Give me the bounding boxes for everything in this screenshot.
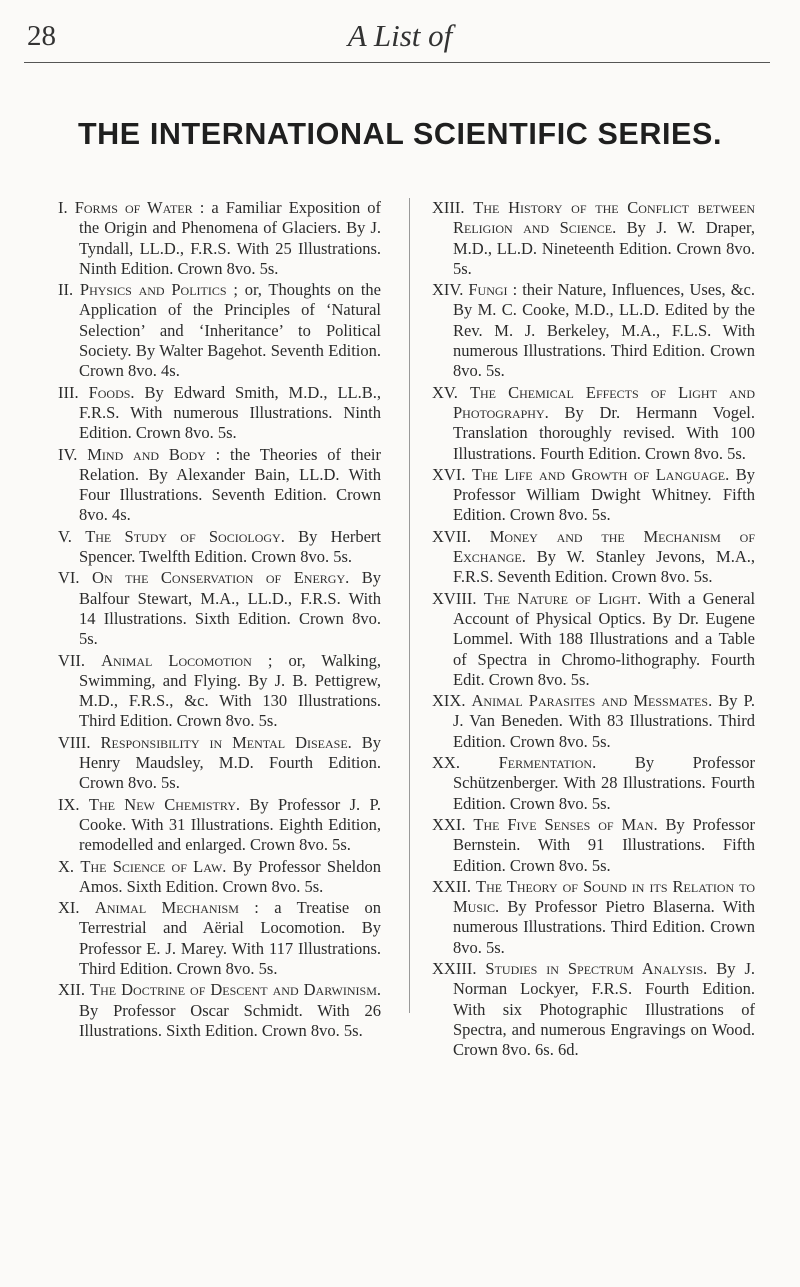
running-title: A List of — [347, 18, 453, 53]
entry-title: The Nature of Light. — [483, 588, 642, 608]
entry-text: By Professor Pietro Blaserna. With numerous Illustrations. Third Edition. Crown 8vo. 5s. — [453, 897, 755, 957]
series-entry — [432, 589, 755, 690]
entry-number: I. — [58, 198, 68, 217]
entry-number: XX. — [432, 753, 460, 773]
entry-text: By J. Norman Lockyer, F.R.S. Fourth Edition. With six Photographic Illustrations of Spectra, and numerous Engravings on Wood. Crown 8vo. 6s. 6d. — [453, 958, 755, 1060]
entry-text: ; or, Walking, Swimming, and Flying. By J. B. Pettigrew, M.D., F.R.S., &c. With 130 Illustrations. Third Edition. Crown 8vo. 5s. — [79, 650, 382, 731]
entry-title: Fungi — [468, 280, 508, 300]
series-entry — [432, 753, 755, 814]
entry-number: XVI. — [432, 464, 466, 484]
entry-number: VI. — [58, 568, 80, 588]
entry-title: Responsibility in Mental Disease. — [100, 732, 352, 752]
entry-number: V. — [58, 526, 72, 546]
entry-text: By Professor Schützenberger. With 28 Illustrations. Fourth Edition. Crown 8vo. 5s. — [453, 753, 755, 813]
entry-number: XXI. — [432, 814, 466, 834]
entry-number: XI. — [58, 898, 80, 918]
series-entry — [432, 877, 755, 958]
series-entry — [58, 445, 381, 526]
entry-text: By Henry Maudsley, M.D. Fourth Edition. Crown 8vo. 5s. — [79, 732, 382, 793]
entry-title: The Science of Law. — [80, 856, 227, 876]
entry-text: ; or, Thoughts on the Application of the Principles of ‘Natural Selection’ and ‘Inheritance’ to Political Society. By Walter Bagehot. Seventh Edition. Crown 8vo. 4s. — [79, 280, 382, 381]
entry-title: Animal Parasites and Messmates. — [471, 691, 713, 711]
series-entry — [58, 857, 381, 898]
series-entry — [58, 383, 381, 444]
series-entry — [432, 198, 755, 279]
series-heading: THE INTERNATIONAL SCIENTIFIC SERIES. — [77, 117, 723, 151]
entry-number: XIX. — [432, 691, 466, 711]
entry-text: With a General Account of Physical Optics. By Dr. Eugene Lommel. With 188 Illustrations and a Table of Spectra in Chromo-lithography. Fourth Edit. Crown 8vo. 5s. — [453, 588, 756, 689]
entry-title: Money and the Mechanism of Exchange. — [453, 526, 755, 567]
entry-number: VII. — [58, 650, 86, 670]
entry-title: Foods. — [88, 382, 135, 402]
entry-title: Animal Locomotion — [101, 650, 252, 670]
entry-text: : a Treatise on Terrestrial and Aërial Locomotion. By Professor E. J. Marey. With 117 Illustrations. Third Edition. Crown 8vo. 5s. — [79, 898, 382, 978]
entry-text: : the Theories of their Relation. By Alexander Bain, LL.D. With Four Illustrations. Seventh Edition. Crown 8vo. 4s. — [79, 444, 382, 525]
entry-title: Physics and Politics — [79, 280, 227, 300]
entry-title: On the Conservation of Energy. — [92, 568, 350, 588]
entry-text: By Dr. Hermann Vogel. Translation thoroughly revised. With 100 Illustrations. Fourth Edition. Crown 8vo. 5s. — [453, 402, 755, 463]
entry-title: Forms of Water — [74, 198, 193, 217]
entry-title: The Study of Sociology. — [85, 526, 285, 546]
entry-title: The Five Senses of Man. — [473, 814, 658, 834]
entry-number: XVIII. — [432, 588, 477, 608]
series-entry — [58, 568, 381, 649]
header-rule — [24, 62, 770, 63]
entry-title: The Chemical Effects of Light and Photography. — [453, 382, 755, 422]
series-entry — [58, 198, 381, 279]
entry-text: By Balfour Stewart, M.A., LL.D., F.R.S. With 14 Illustrations. Sixth Edition. Crown 8vo. 5s. — [79, 568, 381, 649]
series-entry — [58, 795, 381, 856]
entry-text: By Professor Oscar Schmidt. With 26 Illustrations. Sixth Edition. Crown 8vo. 5s. — [79, 1000, 381, 1040]
entry-text: By Herbert Spencer. Twelfth Edition. Crown 8vo. 5s. — [79, 526, 382, 567]
entry-text: By Professor William Dwight Whitney. Fifth Edition. Crown 8vo. 5s. — [453, 464, 756, 525]
entry-text: By Professor J. P. Cooke. With 31 Illustrations. Eighth Edition, remodelled and enlarged. Crown 8vo. 5s. — [79, 794, 381, 855]
entry-text: By P. J. Van Beneden. With 83 Illustrations. Third Edition. Crown 8vo. 5s. — [453, 691, 756, 751]
entry-number: X. — [58, 856, 75, 876]
series-entry — [432, 959, 755, 1060]
series-entry — [58, 527, 381, 568]
entry-number: XXII. — [432, 876, 471, 896]
entry-number: XVII. — [432, 526, 471, 546]
entry-title: The New Chemistry. — [88, 794, 241, 814]
series-entry — [432, 465, 755, 526]
entry-title: Studies in Spectrum Analysis. — [485, 958, 708, 978]
page-number: 28 — [27, 20, 56, 52]
series-entry — [58, 733, 381, 794]
entry-text: By J. W. Draper, M.D., LL.D. Nineteenth Edition. Crown 8vo. 5s. — [453, 218, 755, 278]
entry-number: IV. — [58, 444, 78, 464]
entry-title: Animal Mechanism — [94, 898, 239, 918]
series-entry — [432, 383, 755, 464]
series-entry — [432, 280, 755, 381]
entry-number: II. — [58, 280, 74, 300]
running-header — [0, 18, 800, 58]
entry-text: By Professor Bernstein. With 91 Illustrations. Fifth Edition. Crown 8vo. 5s. — [453, 814, 756, 875]
entry-number: III. — [58, 382, 79, 402]
entry-title: The Theory of Sound in its Relation to Music. — [453, 876, 755, 917]
entry-number: IX. — [58, 794, 80, 814]
entry-number: XIII. — [432, 198, 465, 217]
series-entry — [58, 980, 381, 1041]
series-entry — [58, 280, 381, 381]
entry-text: : their Nature, Influences, Uses, &c. By M. C. Cooke, M.D., LL.D. Edited by the Rev. M. J. Berkeley, M.A., F.L.S. With numerous Illustrations. Third Edition. Crown 8vo. 5s. — [453, 280, 755, 381]
entry-number: VIII. — [58, 732, 91, 752]
entry-number: XV. — [432, 382, 458, 402]
entry-number: XXIII. — [432, 958, 477, 978]
entry-number: XII. — [58, 980, 86, 1000]
entry-title: The Doctrine of Descent and Darwinism. — [90, 980, 382, 1000]
left-column — [58, 198, 381, 1042]
right-column — [432, 198, 755, 1061]
column-divider — [409, 198, 410, 1013]
entry-title: Mind and Body — [87, 444, 206, 464]
entry-title: The History of the Conflict between Religion and Science. — [453, 198, 755, 238]
series-entry — [58, 651, 381, 732]
series-entry — [432, 691, 755, 752]
entry-text: By W. Stanley Jevons, M.A., F.R.S. Seventh Edition. Crown 8vo. 5s. — [453, 547, 756, 587]
entry-number: XIV. — [432, 280, 464, 300]
series-entry — [432, 815, 755, 876]
series-entry — [58, 898, 381, 979]
entry-text: By Professor Sheldon Amos. Sixth Edition. Crown 8vo. 5s. — [79, 856, 382, 896]
entry-text: By Edward Smith, M.D., LL.B., F.R.S. With numerous Illustrations. Ninth Edition. Crown 8vo. 5s. — [79, 382, 382, 443]
entry-text: : a Familiar Exposition of the Origin and Phenomena of Glaciers. By J. Tyndall, LL.D., F.R.S. With 25 Illustrations. Ninth Edition. Crown 8vo. 5s. — [79, 198, 381, 278]
series-entry — [432, 527, 755, 588]
entry-title: Fermentation. — [498, 753, 597, 773]
entry-title: The Life and Growth of Language. — [471, 464, 730, 484]
